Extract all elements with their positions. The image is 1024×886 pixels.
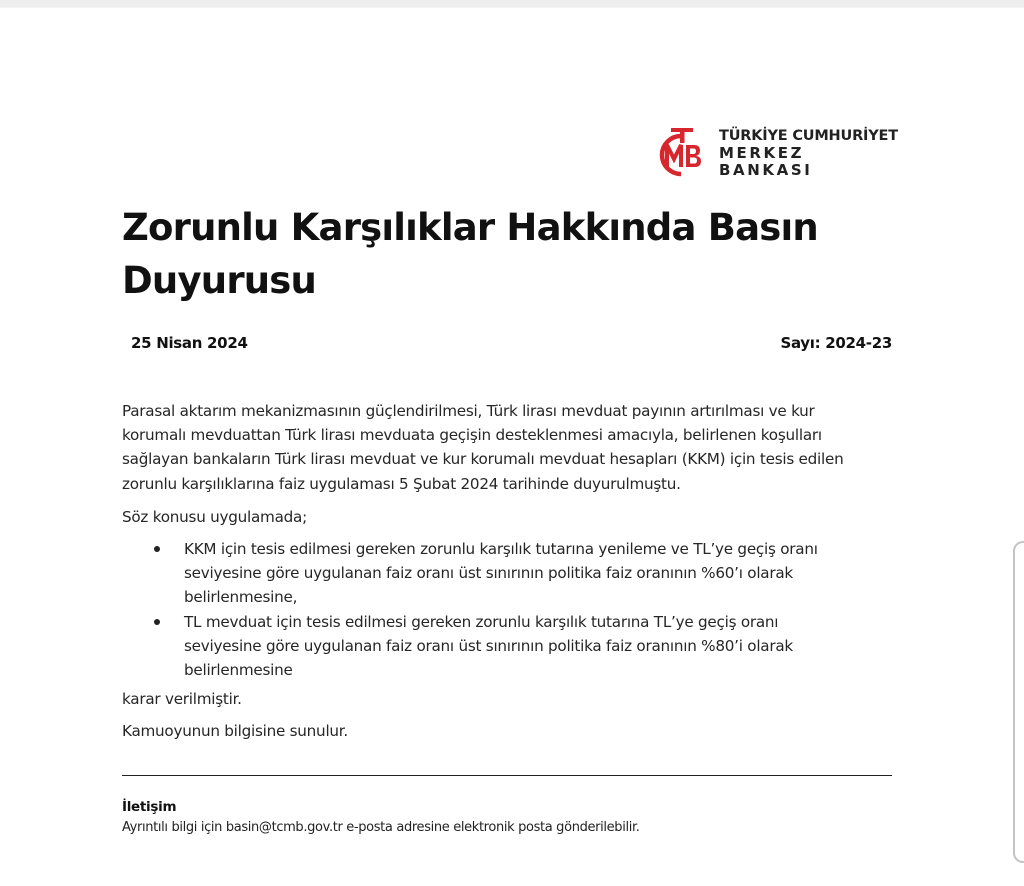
intro-line: Parasal aktarım mekanizmasının güçlendirilmesi, Türk lirası mevduat payının artırılması ve kur [122,402,815,420]
bullet-item [122,537,912,610]
side-panel-handle[interactable] [1013,541,1024,863]
decision-sentence: karar verilmiştir. [122,690,242,708]
decision-bullet-list [122,537,912,682]
document-number: Sayı: 2024-23 [780,334,892,352]
bullet-dot-icon [154,619,160,625]
intro-line: sağlayan bankaların Türk lirası mevduat ve kur korumalı mevduat hesapları (KKM) için tesis edilen [122,450,844,469]
bullet-line: TL mevduat için tesis edilmesi gereken zorunlu karşılık tutarına TL’ye geçiş oranı [184,612,779,631]
bullet-line: KKM için tesis edilmesi gereken zorunlu karşılık tutarına yenileme ve TL’ye geçiş oranı [184,540,818,558]
bullet-item [122,610,912,683]
bullet-line: belirlenmesine, [184,588,298,607]
intro-paragraph [122,399,912,496]
tcmb-logo [655,127,905,179]
footer-divider [122,775,892,776]
document-date: 25 Nisan 2024 [131,334,248,352]
bank-name-line1: TÜRKİYE CUMHURİYET [719,127,898,144]
intro-line: zorunlu karşılıklarına faiz uygulaması 5 Şubat 2024 tarihinde duyurulmuştu. [122,474,681,493]
bullet-line: seviyesine göre uygulanan faiz oranı üst sınırının politika faiz oranının %60’ı olarak [184,564,793,583]
lead-sentence: Söz konusu uygulamada; [122,508,307,526]
bank-name [719,128,905,179]
bullet-dot-icon [154,546,160,552]
contact-heading: İletişim [122,799,177,815]
contact-text: Ayrıntılı bilgi için basin@tcmb.gov.tr e-posta adresine elektronik posta gönderilebilir. [122,820,640,835]
tcmb-monogram-icon [655,127,713,179]
bullet-line: seviyesine göre uygulanan faiz oranı üst sınırının politika faiz oranının %80’i olarak [184,636,793,655]
intro-line: korumalı mevduattan Türk lirası mevduata geçişin desteklenmesi amacıyla, belirlenen koşulları [122,426,822,445]
document-title: Zorunlu Karşılıklar Hakkında Basın Duyurusu [122,206,818,302]
bullet-line: belirlenmesine [184,661,293,680]
bank-name-line2: MERKEZ BANKASI [719,143,813,179]
closing-sentence: Kamuoyunun bilgisine sunulur. [122,722,348,740]
